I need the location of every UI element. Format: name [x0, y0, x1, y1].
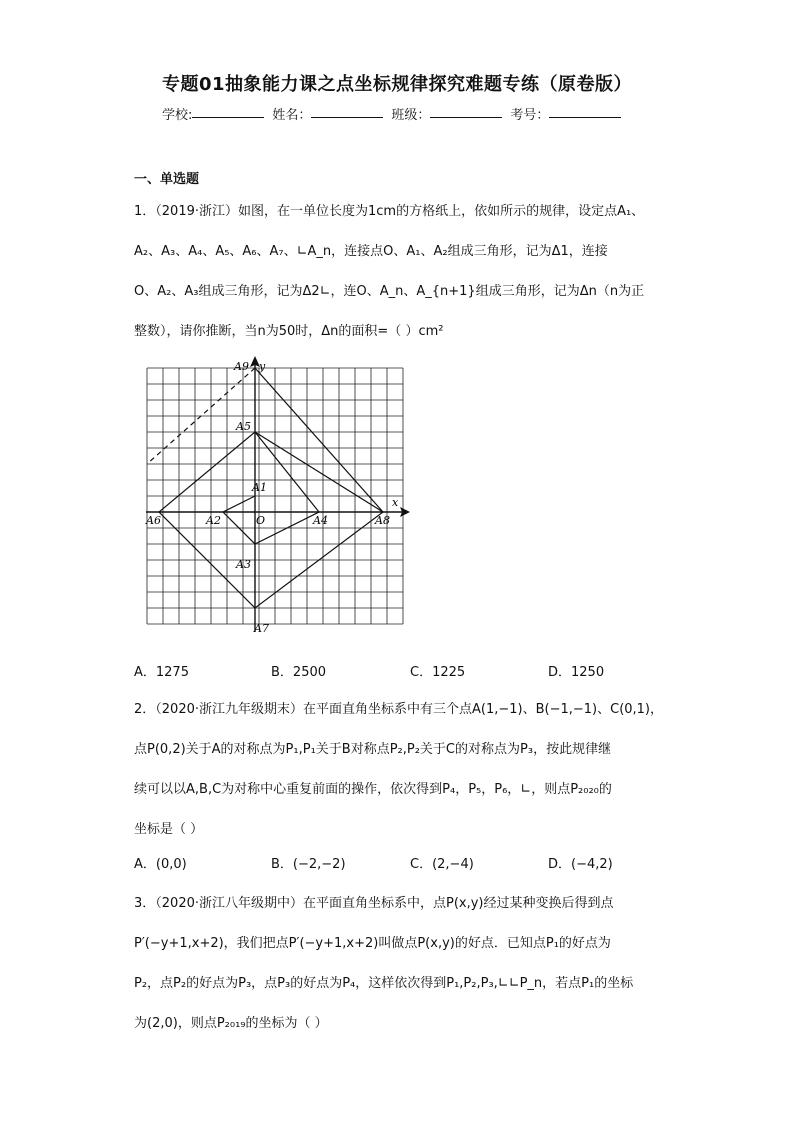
label-y: y [259, 360, 266, 373]
q3-line-4: 为(2,0)，则点P₂₀₁₉的坐标为（ ） [134, 1016, 328, 1031]
q2-line-1: 2．（2020·浙江九年级期末）在平面直角坐标系中有三个点A(1,−1)、B(−1,−1)、C(0,1)， [134, 702, 664, 717]
exam-no-label: 考号： [510, 108, 550, 123]
name-blank [311, 104, 383, 118]
path-a1-a2-a3-a4 [223, 432, 319, 544]
q3-line-2: P′(−y+1,x+2)，我们把点P′(−y+1,x+2)叫做点P(x,y)的好点．已知点P₁的好点为 [134, 936, 611, 951]
q2-option-d: D．(−4,2) [548, 857, 613, 872]
q2-line-3: 续可以以A,B,C为对称中心重复前面的操作，依次得到P₄，P₅，P₆，∟，则点P₂₀₂₀的 [134, 782, 612, 797]
q1-line-2: A₂、A₃、A₄、A₅、A₆、A₇、∟A_n，连接点O、A₁、A₂组成三角形，记为Δ1，连接 [134, 244, 608, 259]
school-blank [192, 104, 264, 118]
q2-option-a: A．(0,0) [134, 857, 187, 872]
segment-a8-a9 [255, 368, 383, 512]
label-a5: A5 [236, 420, 251, 433]
q1-line-1: 1．（2019·浙江）如图，在一单位长度为1cm的方格纸上，依如所示的规律，设定点A₁、 [134, 204, 645, 219]
q2-line-2: 点P(0,2)关于A的对称点为P₁,P₁关于B对称点P₂,P₂关于C的对称点为P₃，按此规律继 [134, 742, 612, 757]
name-label: 姓名： [272, 108, 312, 123]
label-a4: A4 [313, 514, 328, 527]
label-a2: A2 [206, 514, 221, 527]
label-a7: A7 [254, 622, 269, 635]
label-a1: A1 [252, 481, 267, 494]
q1-option-d: D．1250 [548, 665, 605, 680]
exam-no-blank [549, 104, 621, 118]
page-title: 专题01抽象能力课之点坐标规律探究难题专练（原卷版） [161, 74, 633, 95]
class-blank [430, 104, 502, 118]
q2-option-c: C．(2,−4) [410, 857, 474, 872]
student-info-row [162, 104, 629, 123]
square-a5-a6-a7-a8 [159, 432, 383, 608]
label-o: O [256, 514, 266, 527]
grid [147, 368, 403, 624]
q1-option-a: A．1275 [134, 665, 189, 680]
q1-figure [130, 350, 420, 640]
label-a9: A9 [234, 360, 249, 373]
school-label: 学校: [162, 108, 193, 123]
class-label: 班级： [391, 108, 431, 123]
label-a6: A6 [146, 514, 161, 527]
q2-option-b: B．(−2,−2) [271, 857, 346, 872]
q1-option-b: B．2500 [271, 665, 327, 680]
q1-line-3: O、A₂、A₃组成三角形，记为Δ2∟，连O、A_n、A_{n+1}组成三角形，记为Δn（n为正 [134, 284, 645, 299]
label-a8: A8 [375, 514, 390, 527]
label-a3: A3 [236, 558, 251, 571]
q1-option-c: C．1225 [410, 665, 466, 680]
section-title: 一、单选题 [134, 172, 200, 187]
q2-line-4: 坐标是（ ） [134, 822, 204, 837]
q3-line-3: P₂，点P₂的好点为P₃，点P₃的好点为P₄，这样依次得到P₁,P₂,P₃,∟∟P_n，若点P₁的坐标 [134, 976, 634, 991]
label-x: x [392, 496, 399, 509]
q1-line-4: 整数），请你推断，当n为50时，Δn的面积=（ ）cm² [134, 324, 444, 339]
q3-line-1: 3．（2020·浙江八年级期中）在平面直角坐标系中，点P(x,y)经过某种变换后得到点 [134, 896, 614, 911]
